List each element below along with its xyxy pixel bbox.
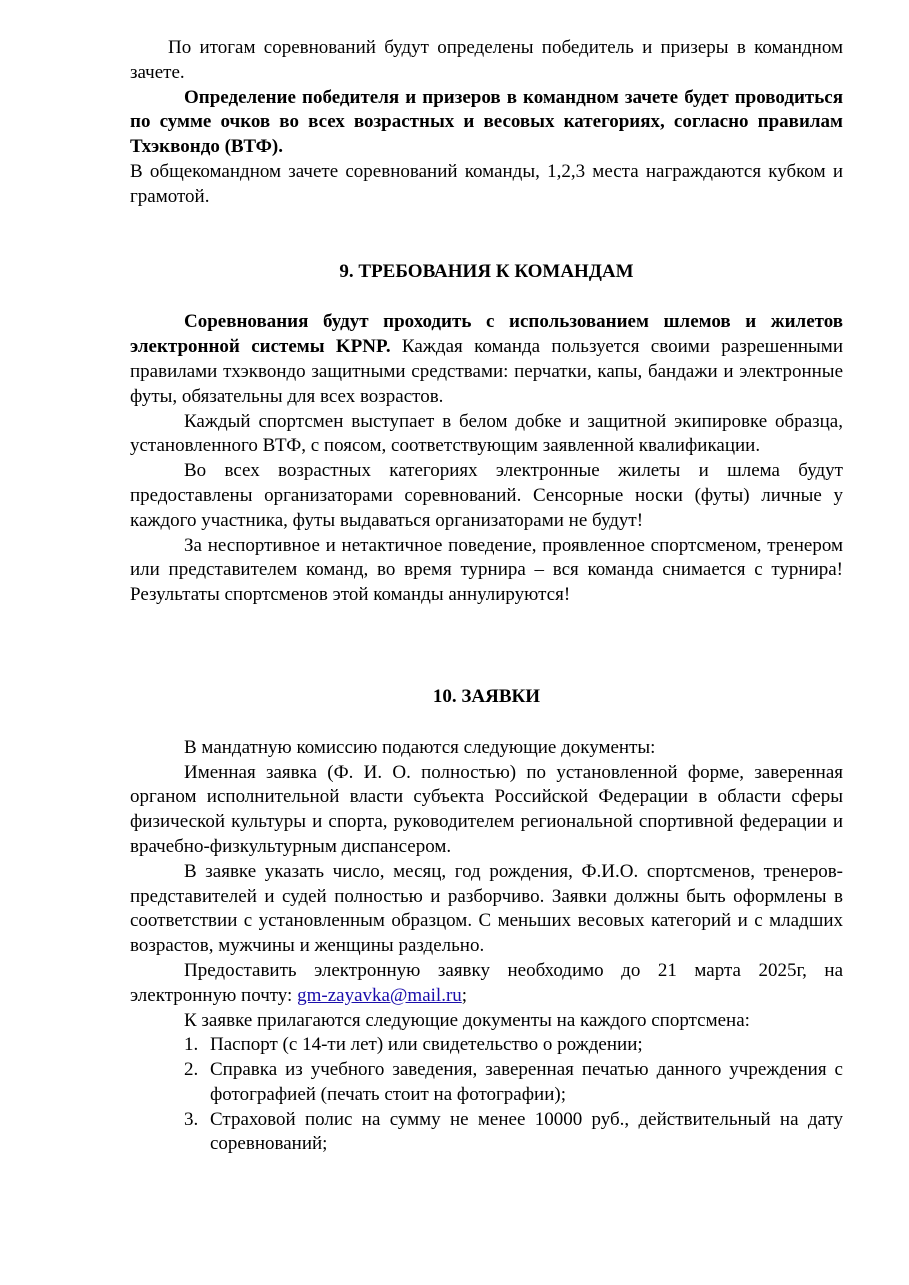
list-item-number: 1. [184,1034,199,1056]
list-item [130,1108,843,1158]
equipment-paragraph-bold: Соревнования будут проходить с использованием шлемов и жилетов электронной системы KPNP. [130,311,843,358]
section-9-heading: 9. ТРЕБОВАНИЯ К КОМАНДАМ [339,260,634,282]
electronic-application-end: ; [461,984,468,1006]
equipment-paragraph-rest: Каждая команда пользуется своими разрешенными правилами тхэквондо защитными средствами: перчатки, капы, бандажи и электронные футы, обязательны для всех возрастов. [130,336,843,407]
team-awards-paragraph: В общекомандном зачете соревнований команды, 1,2,3 места награждаются кубком и грамотой. [130,160,843,207]
attached-documents-intro: К заявке прилагаются следующие документы на каждого спортсмена: [184,1009,750,1031]
section-10-heading: 10. ЗАЯВКИ [432,685,541,707]
electronic-application-paragraph [130,959,843,1009]
results-paragraph: По итогам соревнований будут определены победитель и призеры в командном зачете. [130,37,843,83]
list-item-text: Страховой полис на сумму не менее 10000 руб., действительный на дату соревнований; [210,1108,843,1155]
electronic-equipment-paragraph: Во всех возрастных категориях электронные жилеты и шлема будут предоставлены организаторами соревнований. Сенсорные носки (футы) личные у каждого участника, футы выдаваться организаторами не будут! [130,460,843,531]
email-link[interactable]: gm-zayavka@mail.ru [297,984,462,1006]
list-item [130,1058,843,1108]
list-item-number: 2. [184,1059,199,1081]
named-application-paragraph: Именная заявка (Ф. И. О. полностью) по установленной форме, заверенная органом исполнительной власти субъекта Российской Федерации в области сферы физической культуры и спорта, руководителем региональной спортивной федерации и врачебно-физкультурным диспансером. [130,761,843,857]
electronic-application-text: Предоставить электронную заявку необходимо до 21 марта 2025г, на электронную почту: [130,959,843,1006]
list-item-text: Справка из учебного заведения, заверенная печатью данного учреждения с фотографией (печать стоит на фотографии); [210,1059,843,1105]
documents-intro-paragraph: В мандатную комиссию подаются следующие документы: [184,736,656,758]
team-scoring-paragraph: Определение победителя и призеров в командном зачете будет проводиться по сумме очков во всех возрастных и весовых категориях, согласно правилам Тхэквондо (ВТФ). [130,86,843,158]
conduct-paragraph: За неспортивное и нетактичное поведение, проявленное спортсменом, тренером или представителем команд, во время турнира – вся команда снимается с турнира! Результаты спортсменов этой команды аннулируются! [130,534,843,606]
uniform-paragraph: Каждый спортсмен выступает в белом добке и защитной экипировке образца, установленного ВТФ, с поясом, соответствующим заявленной квалификации. [130,410,843,457]
attached-documents-list [130,1033,843,1157]
list-item [130,1033,843,1058]
list-item-number: 3. [184,1108,199,1130]
list-item-text: Паспорт (с 14-ти лет) или свидетельство о рождении; [210,1034,643,1056]
equipment-paragraph [130,310,843,409]
document-page [130,36,843,1157]
application-details-paragraph: В заявке указать число, месяц, год рождения, Ф.И.О. спортсменов, тренеров-представителей и судей полностью и разборчиво. Заявки должны быть оформлены в соответствии с установленным образцом. С меньших весовых категорий и с младших возрастов, мужчины и женщины раздельно. [130,860,843,957]
